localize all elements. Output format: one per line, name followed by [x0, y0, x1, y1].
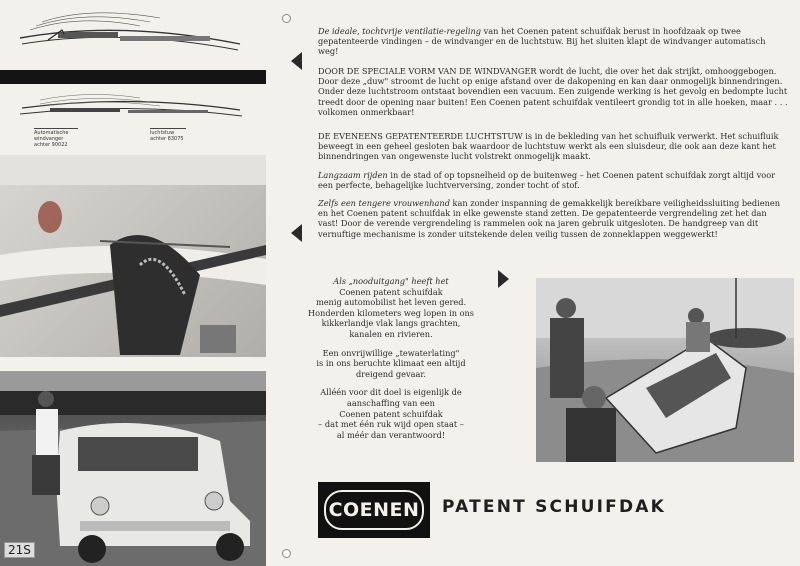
coenen-logo	[318, 482, 430, 538]
poem-line: dreigend gevaar.	[356, 368, 426, 379]
luchtstuw-diagram	[0, 86, 266, 152]
black-divider-band	[0, 70, 266, 84]
paragraph-text: DOOR DE SPECIALE VORM VAN DE WINDVANGER wordt de lucht, die over het dak strijkt, omhooggebogen. Door deze „duw" stroomt de lucht op enige afstand over de dakopening en kan daar onmogelijk binnendringen. Onder deze luchtstroom ontstaat bovendien een vacuum. Een zuigende werking is het gevolg en bedompte lucht treedt door de opening naar buiten! Een Coenen patent schuifdak ventileert grondig tot in alle hoeken, maar . . . volkomen onmerkbaar!	[318, 66, 788, 117]
poem-line: al méér dan verantwoord!	[336, 429, 446, 440]
emergency-exit-text	[300, 276, 482, 448]
luchtstuw-label-text: luchtstuw	[150, 130, 175, 136]
poem-line: kikkerlandje vlak langs grachten,	[321, 318, 461, 329]
paragraph-slow-driving	[318, 170, 788, 190]
punch-hole-icon	[282, 14, 291, 23]
windvanger-diagram	[0, 0, 266, 68]
paragraph-windvanger	[318, 66, 788, 117]
illustration-car-in-canal-rescue	[536, 278, 794, 462]
luchtstuw-label	[150, 128, 186, 142]
paragraph-text: kan zonder inspanning de gemakkelijk bereikbare veiligheidssluiting bedienen en het Coenen patent schuifdak in elke gewenste stand zetten. De gepatenteerde vergrendeling zet het dan vast! Door de verende vergrendeling is rammelen ook na jaren gebruik uitgesloten. De handgreep van dit vernuftige mechanisme is zonder uitstekende delen veilig tussen de zonneklappen weggewerkt!	[318, 198, 780, 239]
arrow-left-icon	[291, 224, 302, 242]
poem-stanza-3	[300, 387, 482, 440]
poem-line: aanschaffing van een	[347, 397, 435, 408]
poem-stanza-1	[300, 276, 482, 340]
coenen-logo-text: COENEN	[324, 490, 424, 530]
poem-line: Honderden kilometers weg lopen in ons	[307, 307, 474, 318]
paragraph-lead: Langzaam rijden	[318, 170, 388, 180]
paragraph-text: in de stad of op topsnelheid op de buitenweg – het Coenen patent schuifdak zorgt altijd voor een perfecte, behagelijke luchtverversing, zonder tocht of stof.	[318, 170, 776, 191]
paragraph-lead: Zelfs een tengere vrouwenhand	[318, 198, 450, 208]
luchtstuw-label-sub: achter 83075	[150, 136, 184, 142]
paragraph-lead: De ideale, tochtvrije ventilatie-regeling	[318, 26, 482, 36]
poem-line: Coenen patent schuifdak	[339, 286, 443, 297]
poem-line: Alléén voor dit doel is eigenlijk de	[320, 387, 462, 398]
poem-line: kanalen en rivieren.	[349, 328, 433, 339]
poem-stanza-2	[300, 348, 482, 380]
arrow-right-icon	[498, 270, 509, 288]
windvanger-label-sub: achter 90022	[34, 142, 68, 148]
windvanger-label	[34, 128, 78, 148]
punch-hole-icon	[282, 549, 291, 558]
paragraph-text: DE EVENEENS GEPATENTEERDE LUCHTSTUW is in de bekleding van het schuifluik verwerkt. Het schuifluik beweegt in een geheel gesloten bak waardoor de luchtstuw werkt als een sluisdeur, die ook aan deze kant het binnendringen van ongewenste lucht volstrekt onmogelijk maakt.	[318, 131, 779, 162]
paragraph-luchtstuw	[318, 131, 788, 162]
paragraph-text: van het Coenen patent schuifdak berust in hoofdzaak op twee gepatenteerde vindingen – de windvanger en de luchtstuw. Bij het sluiten klapt de windvanger automatisch weg!	[318, 26, 766, 57]
poem-line: – dat met één ruk wijd open staat –	[318, 419, 464, 430]
page-number: 21S	[4, 542, 35, 558]
photo-woman-opening-car-roof	[0, 371, 266, 566]
brand-title: PATENT SCHUIFDAK	[442, 497, 667, 517]
poem-line: Coenen patent schuifdak	[339, 408, 443, 419]
poem-line: Een onvrijwillige „tewaterlating"	[322, 347, 460, 358]
arrow-left-icon	[291, 52, 302, 70]
photo-interior-hand-handle	[0, 155, 266, 357]
windvanger-label-text: Automatische windvanger	[34, 130, 69, 142]
paragraph-womans-hand	[318, 198, 788, 239]
poem-line: is in ons beruchte klimaat een altijd	[316, 358, 466, 369]
poem-line: menig automobilist het leven gered.	[315, 297, 467, 308]
poem-line: Als „nooduitgang" heeft het	[333, 276, 449, 286]
paragraph-ventilation	[318, 26, 788, 57]
